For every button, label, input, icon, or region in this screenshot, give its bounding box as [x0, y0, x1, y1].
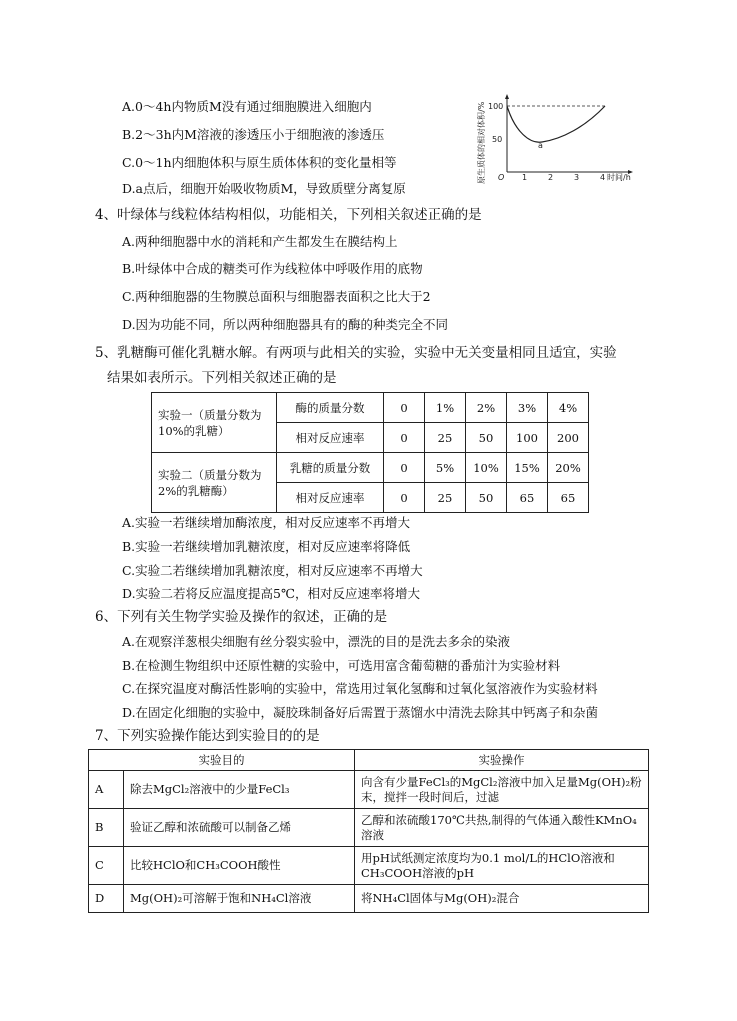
table-row: [152, 453, 589, 483]
q5-stem-line2: 结果如表所示。下列相关叙述正确的是: [107, 370, 337, 386]
row-key: C: [89, 847, 124, 885]
table-cell: 65: [548, 483, 589, 513]
row-goal: 比较HClO和CH₃COOH酸性: [124, 847, 355, 885]
table-cell: 50: [466, 483, 507, 513]
graph-curve: [507, 106, 605, 142]
table-cell: 100: [507, 423, 548, 453]
row-goal: Mg(OH)₂可溶解于饱和NH₄Cl溶液: [124, 885, 355, 913]
row-operation: 向含有少量FeCl₃的MgCl₂溶液中加入足量Mg(OH)₂粉末，搅拌一段时间后，过滤: [355, 771, 649, 809]
q5-option-c: C.实验二若继续增加乳糖浓度，相对反应速率不再增大: [122, 563, 423, 578]
table-cell: 200: [548, 423, 589, 453]
q6-option-b: B.在检测生物组织中还原性糖的实验中，可选用富含葡萄糖的番茄汁为实验材料: [122, 658, 561, 673]
graph-y-arrow: [505, 94, 509, 99]
q7-stem: 7、下列实验操作能达到实验目的的是: [95, 728, 320, 744]
exp1-row1-label: 酶的质量分数: [277, 393, 384, 423]
q5-option-a: A.实验一若继续增加酶浓度，相对反应速率不再增大: [122, 515, 411, 530]
table-row: [89, 809, 649, 847]
graph-origin: O: [498, 173, 505, 182]
exp1-row2-label: 相对反应速率: [277, 423, 384, 453]
header-operation: 实验操作: [355, 750, 649, 771]
table-cell: 65: [507, 483, 548, 513]
q3-option-d: D.a点后，细胞开始吸收物质M，导致质壁分离复原: [122, 181, 406, 196]
exp2-row1-label: 乳糖的质量分数: [277, 453, 384, 483]
q4-option-a: A.两种细胞器中水的消耗和产生都发生在膜结构上: [122, 234, 398, 249]
graph-x2: 2: [548, 173, 554, 182]
q5-stem-line1: 5、乳糖酶可催化乳糖水解。有两项与此相关的实验，实验中无关变量相同且适宜，实验: [95, 345, 617, 361]
row-key: B: [89, 809, 124, 847]
table-cell: 0: [384, 423, 425, 453]
table-row: [89, 771, 649, 809]
table-row: [89, 847, 649, 885]
q6-option-a: A.在观察洋葱根尖细胞有丝分裂实验中，漂洗的目的是洗去多余的染液: [122, 634, 511, 649]
table-cell: 5%: [425, 453, 466, 483]
row-key: D: [89, 885, 124, 913]
exp1-label: 实验一（质量分数为10%的乳糖）: [152, 393, 277, 453]
table-cell: 15%: [507, 453, 548, 483]
row-goal: 除去MgCl₂溶液中的少量FeCl₃: [124, 771, 355, 809]
q6-option-d: D.在固定化细胞的实验中，凝胶珠制备好后需置于蒸馏水中清洗去除其中钙离子和杂菌: [122, 705, 599, 720]
q5-option-d: D.实验二若将反应温度提高5℃，相对反应速率将增大: [122, 586, 420, 601]
row-key: A: [89, 771, 124, 809]
exp2-row2-label: 相对反应速率: [277, 483, 384, 513]
table-cell: 10%: [466, 453, 507, 483]
table-cell: 25: [425, 423, 466, 453]
graph-x4: 4: [600, 173, 606, 182]
table-row: [152, 393, 589, 423]
graph-ylabel: 原生质体的相对体积/%: [477, 101, 486, 184]
q4-stem: 4、叶绿体与线粒体结构相似，功能相关，下列相关叙述正确的是: [95, 207, 482, 223]
row-operation: 用pH试纸测定浓度均为0.1 mol/L的HClO溶液和CH₃COOH溶液的pH: [355, 847, 649, 885]
table-cell: 0: [384, 483, 425, 513]
q3-option-a: A.0～4h内物质M没有通过细胞膜进入细胞内: [122, 99, 372, 114]
table-header-row: [89, 750, 649, 771]
exp2-label: 实验二（质量分数为2%的乳糖酶）: [152, 453, 277, 513]
graph-xlabel: 时间/h: [607, 173, 631, 182]
q6-stem: 6、下列有关生物学实验及操作的叙述，正确的是: [95, 609, 388, 625]
graph-y50: 50: [492, 135, 503, 144]
table-cell: 1%: [425, 393, 466, 423]
q7-experiment-table: [88, 749, 649, 913]
q4-option-b: B.叶绿体中合成的糖类可作为线粒体中呼吸作用的底物: [122, 261, 423, 276]
q4-option-d: D.因为功能不同，所以两种细胞器具有的酶的种类完全不同: [122, 317, 449, 332]
table-cell: 0: [384, 393, 425, 423]
header-goal: 实验目的: [89, 750, 355, 771]
q3-volume-graph: [470, 92, 640, 192]
table-cell: 50: [466, 423, 507, 453]
q3-option-c: C.0～1h内细胞体积与原生质体体积的变化量相等: [122, 155, 397, 170]
row-operation: 将NH₄Cl固体与Mg(OH)₂混合: [355, 885, 649, 913]
q5-option-b: B.实验一若继续增加乳糖浓度，相对反应速率将降低: [122, 539, 411, 554]
table-cell: 0: [384, 453, 425, 483]
q5-results-table: [151, 392, 589, 513]
graph-x3: 3: [574, 173, 580, 182]
graph-point-a: a: [538, 141, 543, 150]
table-cell: 2%: [466, 393, 507, 423]
table-cell: 25: [425, 483, 466, 513]
table-cell: 4%: [548, 393, 589, 423]
q4-option-c: C.两种细胞器的生物膜总面积与细胞器表面积之比大于2: [122, 289, 431, 304]
q6-option-c: C.在探究温度对酶活性影响的实验中，常选用过氧化氢酶和过氧化氢溶液作为实验材料: [122, 681, 598, 696]
row-goal: 验证乙醇和浓硫酸可以制备乙烯: [124, 809, 355, 847]
graph-x1: 1: [522, 173, 528, 182]
q3-option-b: B.2～3h内M溶液的渗透压小于细胞液的渗透压: [122, 127, 385, 142]
table-row: [89, 885, 649, 913]
row-operation: 乙醇和浓硫酸170℃共热,制得的气体通入酸性KMnO₄溶液: [355, 809, 649, 847]
graph-y100: 100: [488, 102, 504, 111]
table-cell: 3%: [507, 393, 548, 423]
table-cell: 20%: [548, 453, 589, 483]
